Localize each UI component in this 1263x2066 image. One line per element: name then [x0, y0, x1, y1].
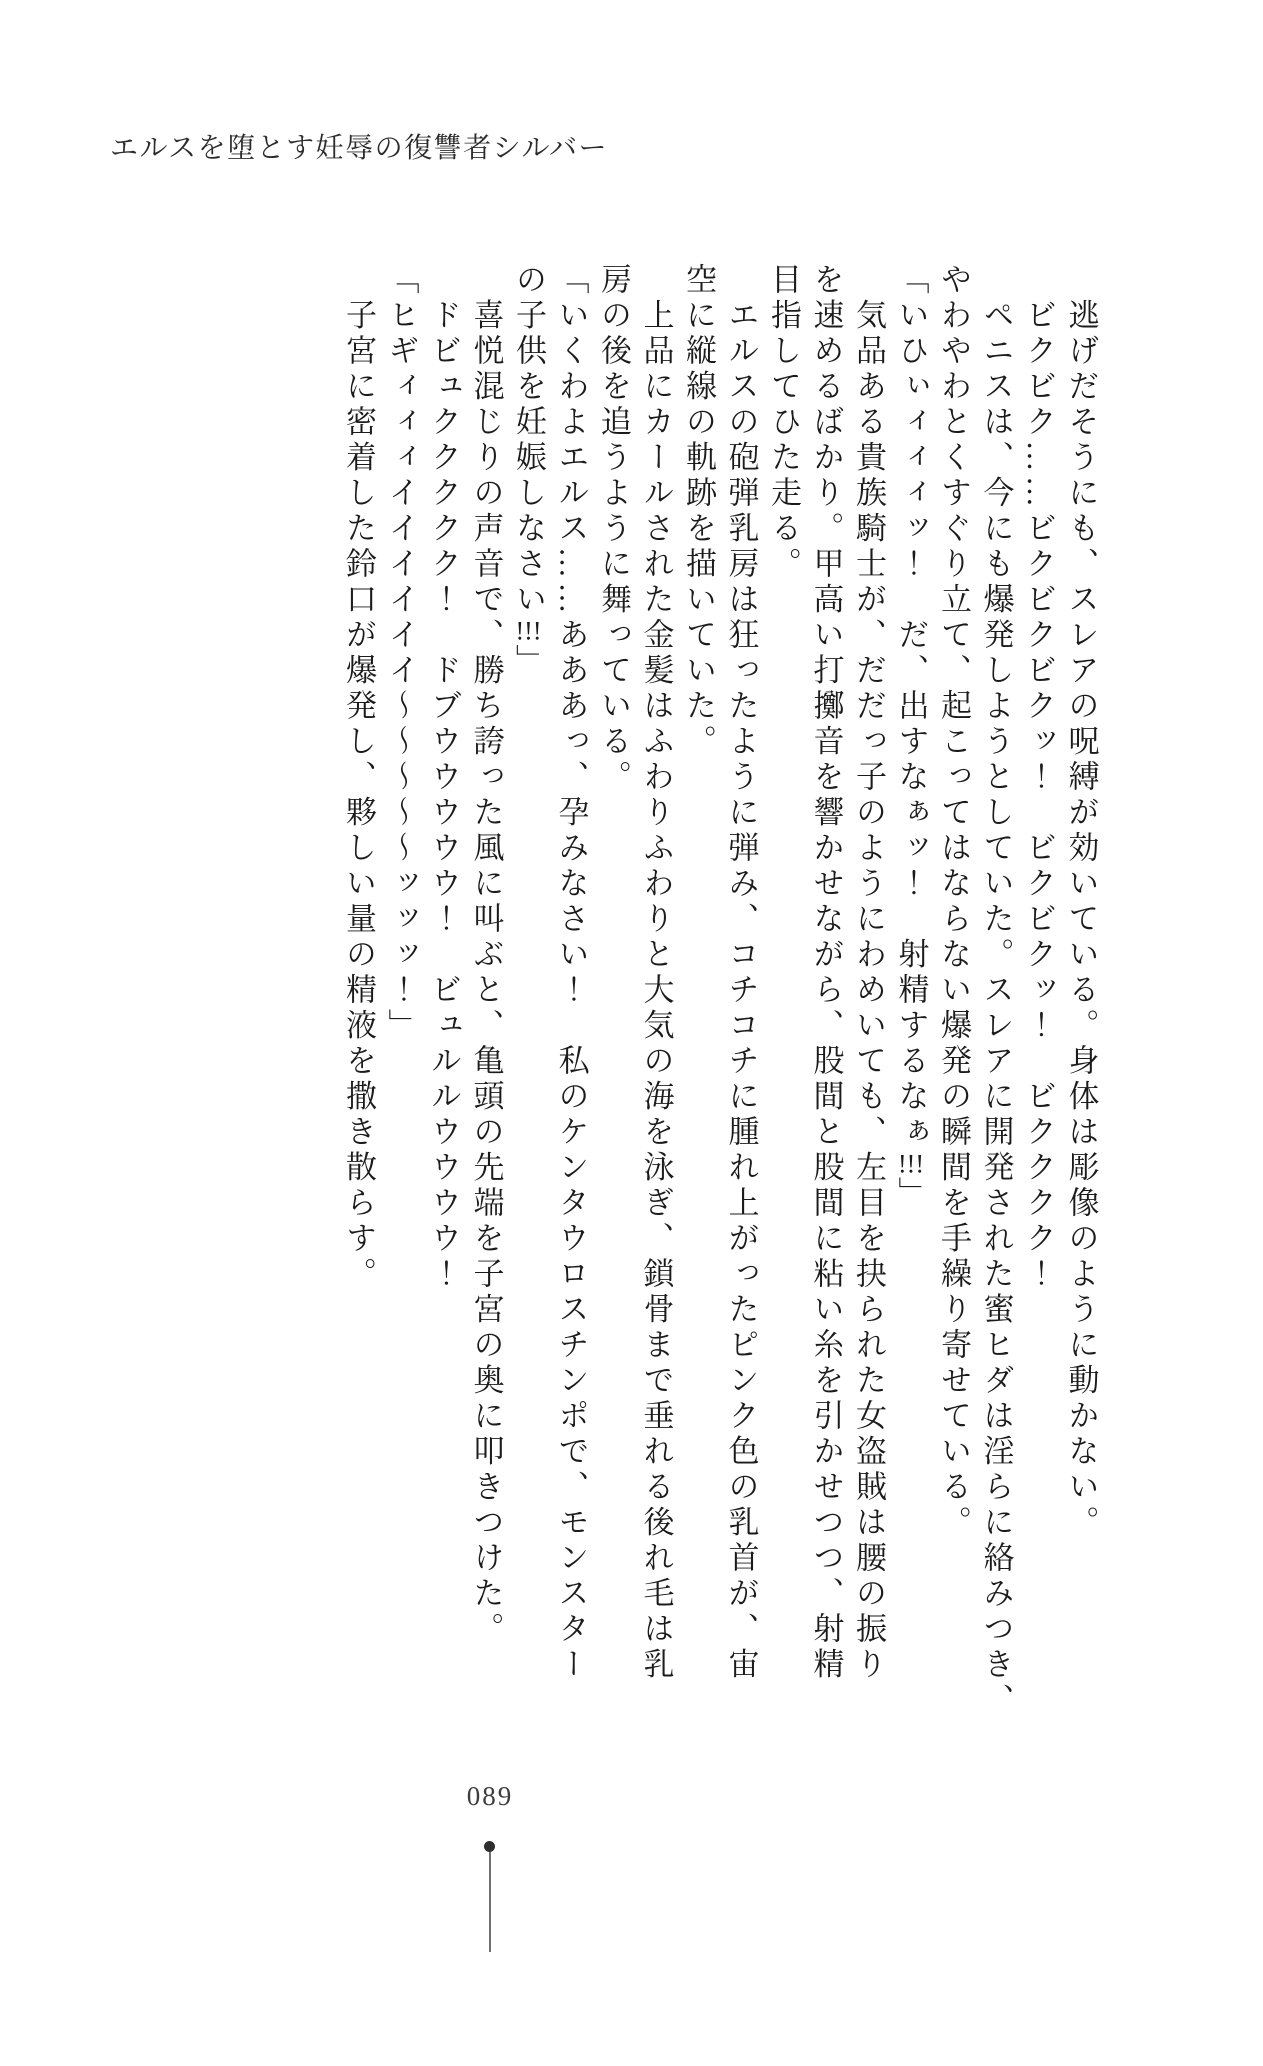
text-line: 房の後を追うように舞っている。 [596, 263, 631, 796]
text-line: を速めるばかり。甲高い打擲音を響かせながら、股間と股間に粘い糸を引かせつつ、射精 [808, 263, 844, 1683]
text-line: 「ヒギィィィイイイイイイ〜〜〜〜〜ッッッ！」 [383, 263, 419, 1044]
text-line: 喜悦混じりの声音で、勝ち誇った風に叫ぶと、亀頭の先端を子宮の奥に叩きつけた。 [468, 263, 504, 1648]
text-line: エルスの砲弾乳房は狂ったように弾み、コチコチに腫れ上がったピンク色の乳首が、宙 [723, 263, 759, 1683]
text-line: やわやわとくすぐり立て、起こってはならない爆発の瞬間を手繰り寄せている。 [936, 263, 971, 1541]
text-line: 気品ある貴族騎士が、だだっ子のようにわめいても、左目を抉られた女盗賊は腰の振り [851, 263, 886, 1683]
text-line: ドビュククククク！ ドブウウウウウ！ ビュルルウウウウ！ [426, 263, 461, 1293]
page-number: 089 [466, 1781, 514, 1811]
text-line: 目指してひた走る。 [766, 263, 801, 583]
footer-rule-ornament [489, 1852, 491, 1952]
text-line: 空に縦線の軌跡を描いていた。 [681, 263, 716, 760]
text-line: の子供を妊娠しなさい!!!」 [511, 263, 546, 680]
text-line: 上品にカールされた金髪はふわりふわりと大気の海を泳ぎ、鎖骨まで垂れる後れ毛は乳 [638, 263, 674, 1683]
body-text-block [128, 263, 1108, 1719]
text-line: ビクビク……ビクビクビクッ！ ビクビクッ！ ビクククク！ [1021, 263, 1056, 1293]
text-line: 「いひぃィィィッ！ だ、出すなぁッ！ 射精するなぁ!!!」 [893, 263, 929, 1212]
running-header-title: エルスを堕とす妊辱の復讐者シルバー [110, 133, 609, 164]
text-line: ペニスは、今にも爆発しようとしていた。スレアに開発された蜜ヒダは淫らに絡みつき、 [978, 263, 1014, 1719]
text-line: 子宮に密着した鈴口が爆発し、夥しい量の精液を撒き散らす。 [341, 263, 376, 1293]
text-line: 逃げだそうにも、スレアの呪縛が効いている。身体は彫像のように動かない。 [1063, 263, 1099, 1541]
footer-dot-ornament [484, 1841, 495, 1852]
text-line: 「いくわよエルス……あああっ、孕みなさい！ 私のケンタウロスチンポで、モンスター [553, 263, 589, 1683]
